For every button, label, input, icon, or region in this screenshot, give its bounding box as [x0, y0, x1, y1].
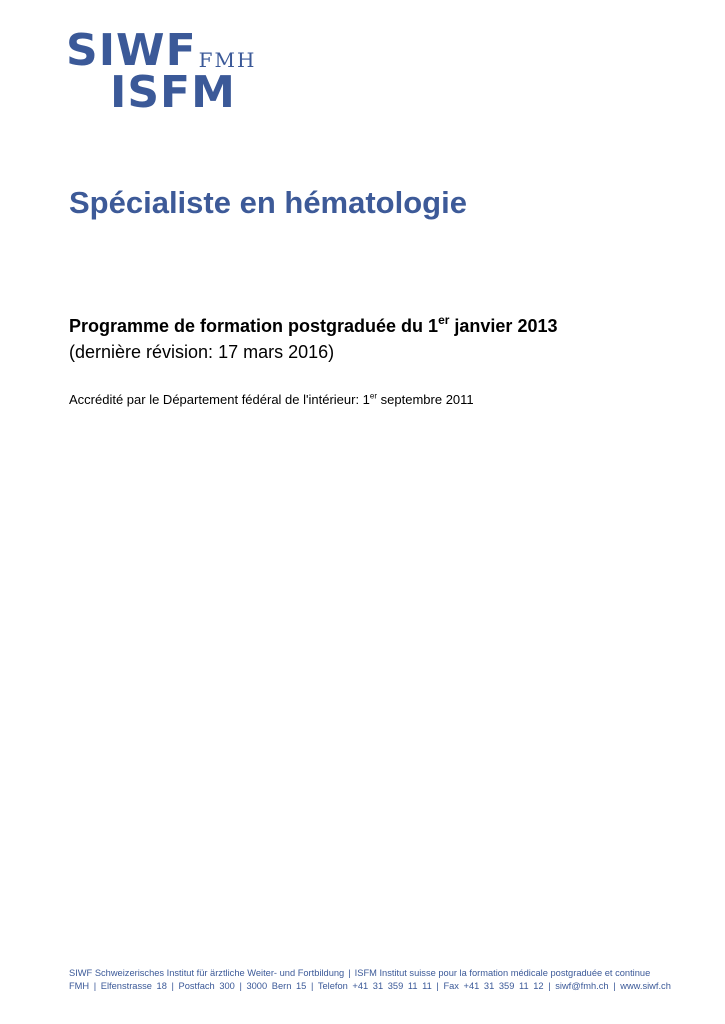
footer-separator: | — [613, 981, 616, 991]
logo-fmh-text: FMH — [198, 48, 257, 72]
footer-item-postfach: Postfach 300 — [178, 981, 235, 991]
revision-date: (dernière révision: 17 mars 2016) — [69, 342, 335, 362]
logo-line-1 — [66, 25, 257, 76]
document-title: Spécialiste en hématologie — [69, 185, 467, 220]
accreditation-superscript: er — [369, 391, 378, 401]
footer-separator: | — [93, 981, 97, 991]
footer-separator: | — [239, 981, 242, 991]
siwf-isfm-logo — [66, 25, 266, 120]
programme-superscript: er — [438, 313, 450, 327]
footer-website-link[interactable]: www.siwf.ch — [620, 981, 671, 991]
footer-item-telefon: Telefon +41 31 359 11 11 — [317, 981, 432, 991]
page-footer — [69, 967, 671, 993]
footer-item-fmh: FMH — [69, 981, 90, 991]
accreditation-line — [69, 390, 474, 410]
footer-line-1 — [69, 967, 671, 980]
footer-line-2 — [69, 980, 671, 993]
footer-separator: | — [310, 981, 314, 991]
programme-text-after: janvier 2013 — [449, 316, 558, 336]
footer-separator: | — [348, 968, 351, 978]
footer-isfm-name: ISFM Institut suisse pour la formation médicale postgraduée et continue — [354, 968, 651, 978]
programme-text-before: Programme de formation postgraduée du 1 — [69, 316, 439, 336]
footer-separator: | — [436, 981, 439, 991]
footer-item-fax: Fax +41 31 359 11 12 — [443, 981, 544, 991]
footer-siwf-name: SIWF Schweizerisches Institut für ärztliche Weiter- und Fortbildung — [69, 968, 345, 978]
accreditation-text-before: Accrédité par le Département fédéral de l'intérieur: 1 — [69, 392, 370, 407]
programme-heading — [69, 313, 558, 339]
accreditation-text-after: septembre 2011 — [377, 392, 474, 407]
footer-item-street: Elfenstrasse 18 — [100, 981, 167, 991]
logo-siwf-text: SIWF — [66, 25, 197, 76]
footer-email-link[interactable]: siwf@fmh.ch — [555, 981, 609, 991]
logo-isfm-text: ISFM — [110, 67, 236, 118]
footer-item-city: 3000 Bern 15 — [246, 981, 307, 991]
footer-separator: | — [548, 981, 551, 991]
footer-separator: | — [171, 981, 174, 991]
